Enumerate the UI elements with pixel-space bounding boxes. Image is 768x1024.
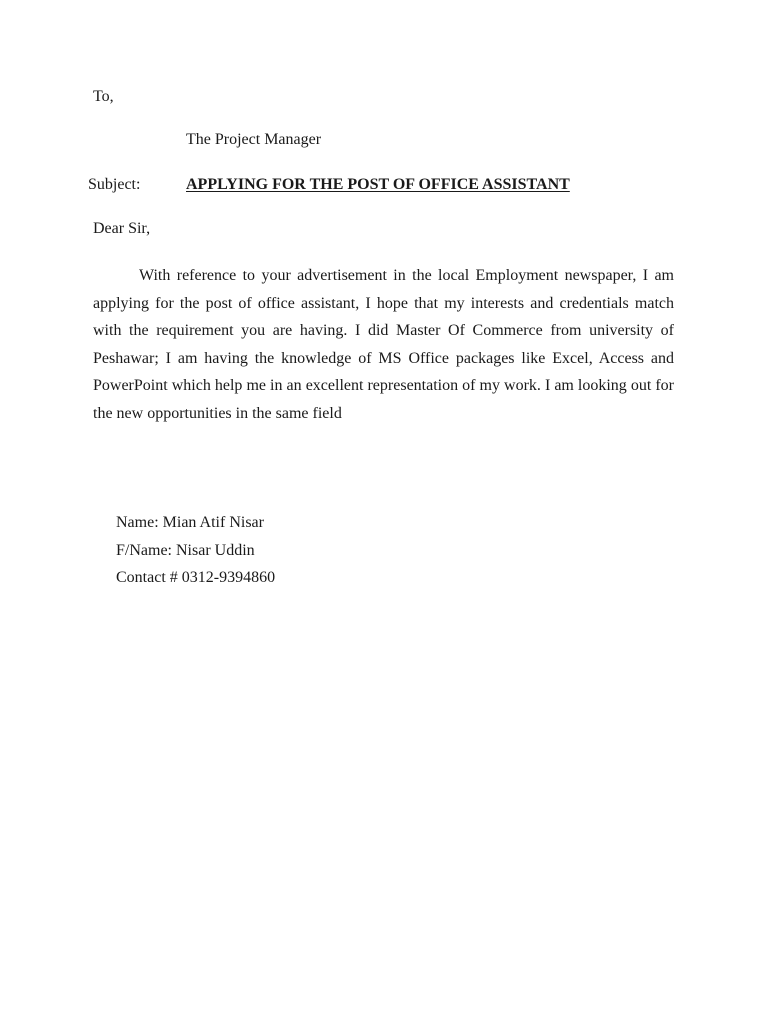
subject-text: APPLYING FOR THE POST OF OFFICE ASSISTANT: [186, 176, 570, 193]
address-to-line: To,: [93, 88, 114, 105]
signature-name: Name: Mian Atif Nisar: [116, 514, 264, 531]
subject-label: Subject:: [88, 176, 141, 193]
signature-father-name: F/Name: Nisar Uddin: [116, 542, 255, 559]
recipient-title: The Project Manager: [186, 131, 322, 148]
body-paragraph: With reference to your advertisement in the local Employment newspaper, I am applying for the post of office assistant, I hope that my interests and credentials match with the requirement you are having. I did Master Of Commerce from university of Peshawar; I am having the knowledge of MS Office packages like Excel, Access and PowerPoint which help me in an excellent representation of my work. I am looking out for the new opportunities in the same field: [93, 267, 674, 422]
salutation: Dear Sir,: [93, 220, 151, 237]
signature-contact: Contact # 0312-9394860: [116, 569, 276, 586]
